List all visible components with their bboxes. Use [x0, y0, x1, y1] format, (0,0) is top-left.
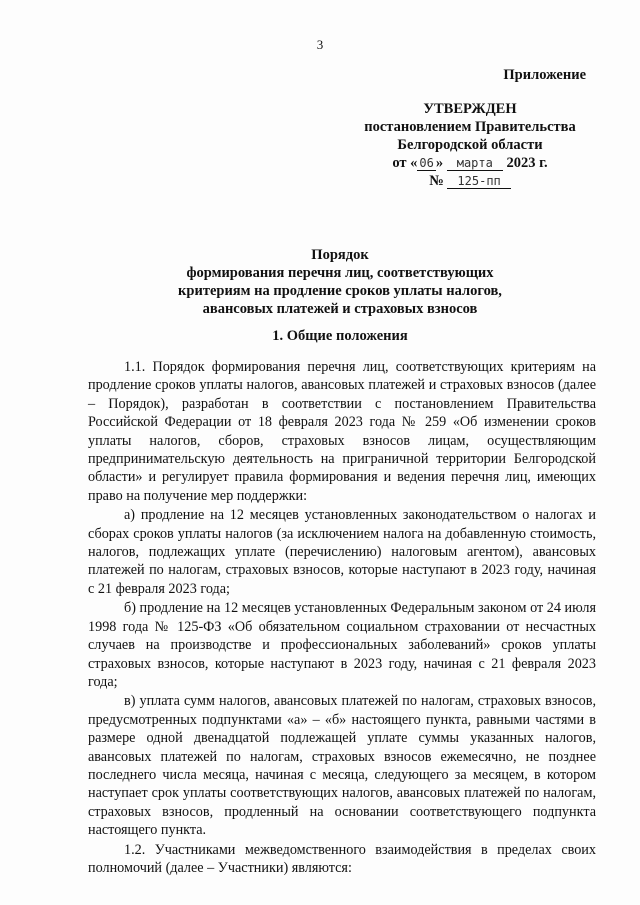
approved-label: УТВЕРЖДЕН: [423, 101, 517, 117]
number-value: 125-пп: [447, 174, 510, 189]
date-month: марта: [447, 156, 503, 171]
paragraph-a: а) продление на 12 месяцев установленных законодательством о налогах и сборах сроков уплаты налогов (за исключением налога на добавленную стоимость, налогов, подлежащих уплате (перечислению) налоговым агентом), авансовых платежей по налогам, страховых взносов, которые наступают в 2023 году, начиная с 21 февраля 2023 года;: [88, 507, 596, 597]
number-prefix: №: [429, 173, 444, 189]
region-line: Белгородской области: [397, 137, 543, 153]
decree-line: постановлением Правительства: [364, 119, 576, 135]
section-body: [88, 358, 596, 877]
document-title: [60, 246, 620, 318]
paragraph-v: в) уплата сумм налогов, авансовых платежей по налогам, страховых взносов, предусмотренных подпунктами «а» – «б» настоящего пункта, равными частями в размере одной двенадцатой подлежащей уплате суммы указанных налогов, авансовых платежей по налогам, страховых взносов ежемесячно, не позднее последнего числа месяца, начиная с месяца, следующего за месяцем, в котором наступает срок уплаты соответствующих налогов, авансовых платежей по налогам, страховых взносов, продленный на основании соответствующего подпункта настоящего пункта.: [88, 693, 596, 839]
date-day: 06: [419, 156, 434, 170]
paragraph-b: б) продление на 12 месяцев установленных Федеральным законом от 24 июля 1998 года № 125-ФЗ «Об обязательном социальном страховании от несчастных случаев на производстве и профессиональных заболеваний» сроков уплаты страховых взносов, которые наступают в 2023 году, начиная с 21 февраля 2023 года;: [88, 600, 596, 690]
paragraph-1-2: 1.2. Участниками межведомственного взаимодействия в пределах своих полномочий (далее – Участники) являются:: [88, 841, 596, 876]
date-mid: »: [435, 155, 444, 171]
paragraph-1-1: 1.1. Порядок формирования перечня лиц, соответствующих критериям на продление сроков уплаты налогов, авансовых платежей и страховых взносов (далее – Порядок), разработан в соответствии с постановлением Правительства Российской Федерации от 18 февраля 2023 года № 259 «Об изменении сроков уплаты налогов, сборов, страховых взносов лицам, осуществляющим предпринимательскую деятельность на приграничной территории Белгородской области» и регулирует правила формирования и ведения перечня лиц, имеющих право на получение мер поддержки:: [88, 359, 596, 504]
title-line-2: формирования перечня лиц, соответствующих: [186, 265, 494, 281]
page-number: 3: [316, 37, 324, 52]
section-heading: 1. Общие положения: [272, 328, 408, 344]
title-line-1: Порядок: [311, 247, 369, 263]
appendix-label: Приложение: [503, 67, 586, 83]
date-year: 2023 г.: [506, 155, 548, 171]
title-line-4: авансовых платежей и страховых взносов: [202, 301, 478, 317]
title-line-3: критериям на продление сроков уплаты налогов,: [178, 283, 502, 299]
date-line: [340, 154, 600, 172]
approval-block: [340, 66, 600, 190]
date-prefix: от «: [392, 155, 418, 171]
number-line: [340, 172, 600, 190]
